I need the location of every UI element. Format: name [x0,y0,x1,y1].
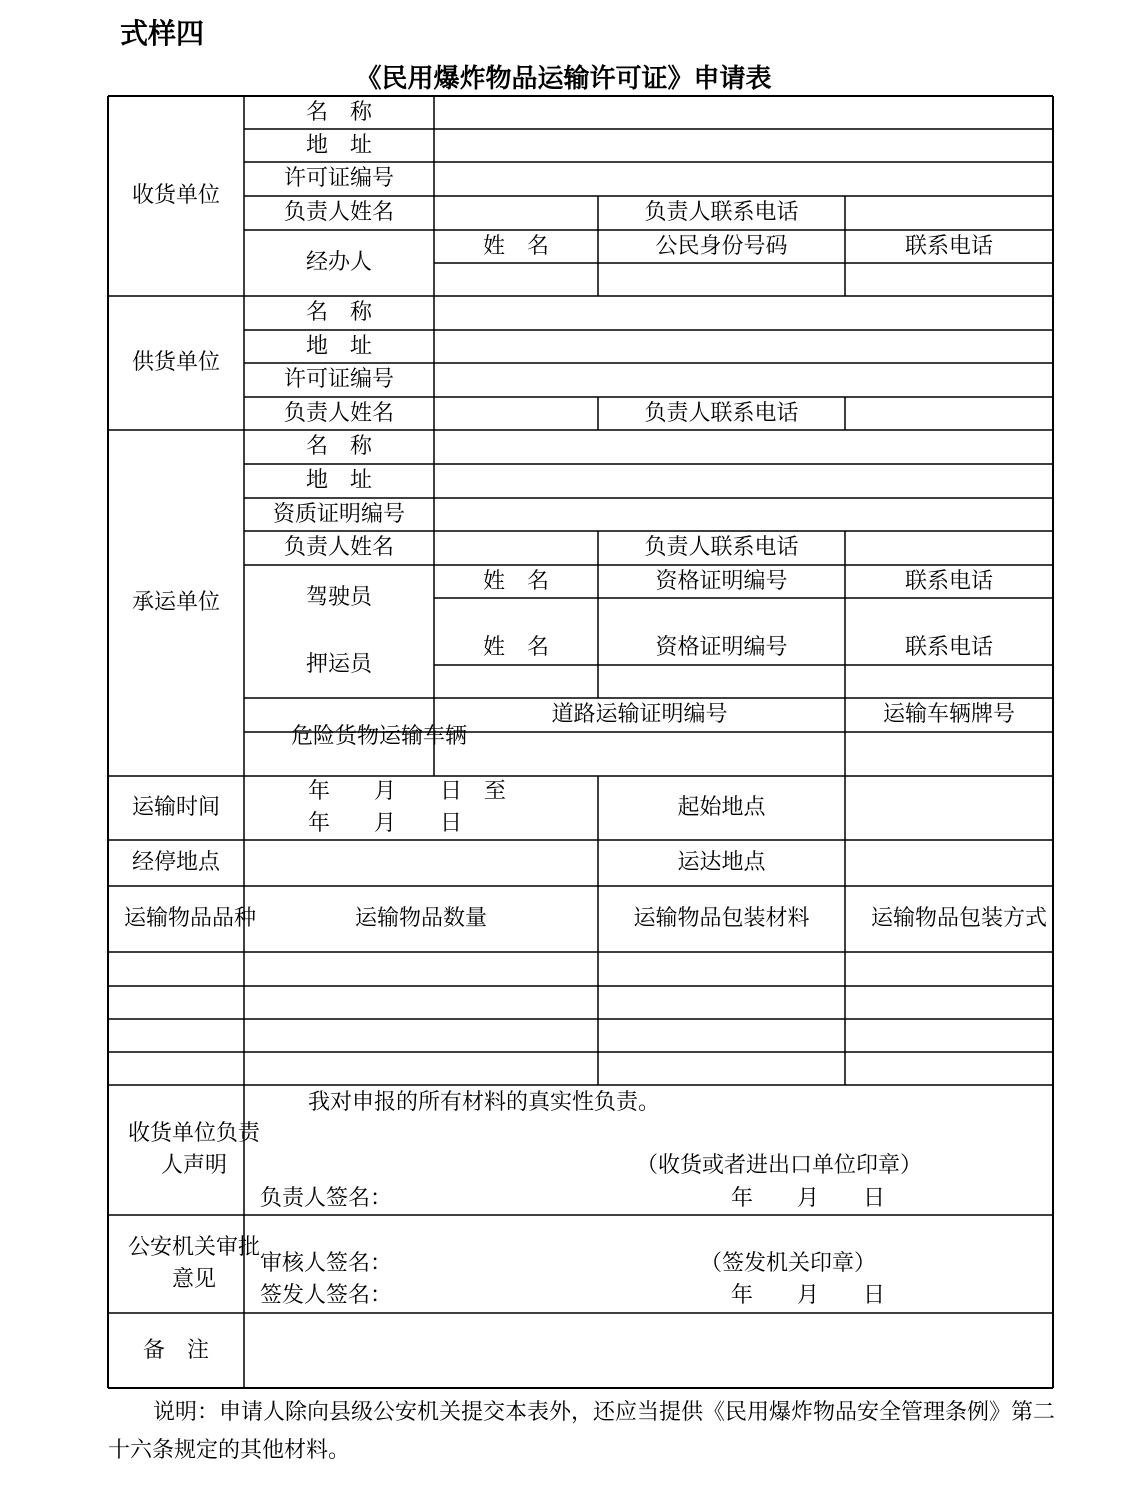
approval-seal: （签发机关印章） [700,1251,877,1276]
label-road-cert: 道路运输证明编号 [551,702,728,727]
label-vehicle: 危险货物运输车辆 [290,724,467,749]
label-handler-id: 公民身份号码 [655,233,788,259]
label-handler-name: 姓 名 [482,233,549,259]
item-method-field[interactable] [845,952,1053,986]
label-carrier-head-phone: 负责人联系电话 [644,535,799,560]
carrier-head-name-field[interactable] [434,531,598,565]
start-field[interactable] [845,776,1053,840]
escort-phone-field[interactable] [845,665,1053,698]
label-method: 运输物品包装方式 [870,906,1047,931]
transport-date-to: 年 月 日 [308,811,463,836]
label-carrier-qual: 资质证明编号 [272,501,405,527]
section-approval: 公安机关审批意见 [127,1235,260,1292]
label-supplier-head-name: 负责人姓名 [283,400,394,426]
handler-phone-field[interactable] [845,263,1053,296]
driver-name-field[interactable] [434,598,598,631]
label-start: 起始地点 [677,795,766,820]
supplier-permit-field[interactable] [434,363,1053,397]
section-carrier: 承运单位 [131,590,220,615]
section-consignee: 收货单位 [131,183,220,208]
approval-issuer: 签发人签名： [260,1283,393,1308]
item-material-field[interactable] [598,952,845,986]
dest-field[interactable] [845,840,1053,886]
section-declaration: 收货单位负责人声明 [127,1121,260,1178]
remarks-field[interactable] [244,1313,1053,1388]
supplier-name-field[interactable] [434,296,1053,330]
label-transport-time: 运输时间 [131,795,220,820]
item-variety-field[interactable] [108,1019,244,1052]
item-material-field[interactable] [598,1052,845,1085]
carrier-address-field[interactable] [434,464,1053,498]
consignee-name-field[interactable] [434,96,1053,129]
driver-cert-field[interactable] [598,598,845,631]
label-consignee-permit: 许可证编号 [283,166,394,191]
label-consignee-name: 名 称 [305,99,372,125]
label-driver-cert: 资格证明编号 [655,568,788,594]
label-driver: 驾驶员 [305,585,372,610]
road-cert-field[interactable] [434,732,845,776]
item-quantity-field[interactable] [244,1019,598,1052]
approval-reviewer-field[interactable] [404,1248,684,1280]
label-material: 运输物品包装材料 [633,906,810,931]
handler-name-field[interactable] [434,263,598,296]
label-variety: 运输物品品种 [123,906,256,931]
approval-issuer-field[interactable] [404,1280,684,1312]
driver-phone-field[interactable] [845,598,1053,631]
item-quantity-field[interactable] [244,986,598,1019]
label-driver-phone: 联系电话 [904,568,993,594]
via-field[interactable] [244,840,598,886]
label-quantity: 运输物品数量 [354,906,487,931]
label-escort-name: 姓 名 [482,635,549,660]
footnote: 说明：申请人除向县级公安机关提交本表外，还应当提供《民用爆炸物品安全管理条例》第二十六条规定的其他材料。 [108,1400,1056,1463]
consignee-head-name-field[interactable] [434,196,598,230]
supplier-address-field[interactable] [434,330,1053,363]
carrier-name-field[interactable] [434,430,1053,464]
declaration-sign: 负责人签名： [260,1185,393,1211]
label-escort: 押运员 [305,651,372,677]
label-handler-phone: 联系电话 [904,233,993,259]
escort-cert-field[interactable] [598,665,845,698]
consignee-permit-field[interactable] [434,162,1053,196]
label-supplier-name: 名 称 [305,300,372,325]
label-consignee-address: 地 址 [305,132,372,158]
handler-id-field[interactable] [598,263,845,296]
label-dest: 运达地点 [677,850,766,875]
item-method-field[interactable] [845,1052,1053,1085]
item-method-field[interactable] [845,1019,1053,1052]
item-variety-field[interactable] [108,952,244,986]
label-supplier-head-phone: 负责人联系电话 [644,400,799,426]
label-carrier-head-name: 负责人姓名 [283,535,394,560]
supplier-head-phone-field[interactable] [845,397,1053,430]
supplier-head-name-field[interactable] [434,397,598,430]
plate-field[interactable] [845,732,1053,776]
label-supplier-permit: 许可证编号 [283,367,394,392]
item-variety-field[interactable] [108,986,244,1019]
label-consignee-head-phone: 负责人联系电话 [644,200,799,225]
item-quantity-field[interactable] [244,952,598,986]
carrier-head-phone-field[interactable] [845,531,1053,565]
item-material-field[interactable] [598,1019,845,1052]
label-driver-name: 姓 名 [482,568,549,594]
approval-reviewer: 审核人签名： [260,1251,393,1276]
section-remarks: 备 注 [142,1337,209,1363]
label-escort-phone: 联系电话 [904,635,993,660]
label-consignee-handler: 经办人 [305,250,372,275]
form-title: 《民用爆炸物品运输许可证》申请表 [355,64,772,94]
label-carrier-address: 地 址 [305,468,372,493]
transport-date-from: 年 月 日 至 [308,779,507,804]
label-plate: 运输车辆牌号 [882,702,1015,727]
escort-name-field[interactable] [434,665,598,698]
consignee-address-field[interactable] [434,129,1053,162]
item-method-field[interactable] [845,986,1053,1019]
declaration-text: 我对申报的所有材料的真实性负责。 [308,1089,661,1115]
label-carrier-name: 名 称 [305,434,372,459]
declaration-seal: （收货或者进出口单位印章） [636,1153,923,1178]
label-supplier-address: 地 址 [305,333,372,359]
label-consignee-head-name: 负责人姓名 [283,200,394,225]
carrier-qual-field[interactable] [434,498,1053,531]
item-variety-field[interactable] [108,1052,244,1085]
approval-date: 年 月 日 [731,1283,886,1308]
section-supplier: 供货单位 [131,350,220,375]
label-escort-cert: 资格证明编号 [655,635,788,660]
declaration-date: 年 月 日 [731,1185,886,1211]
label-via: 经停地点 [131,850,220,875]
declaration-signature-field[interactable] [404,1182,684,1215]
consignee-head-phone-field[interactable] [845,196,1053,230]
item-quantity-field[interactable] [244,1052,598,1085]
form-label: 式样四 [120,17,205,50]
item-material-field[interactable] [598,986,845,1019]
